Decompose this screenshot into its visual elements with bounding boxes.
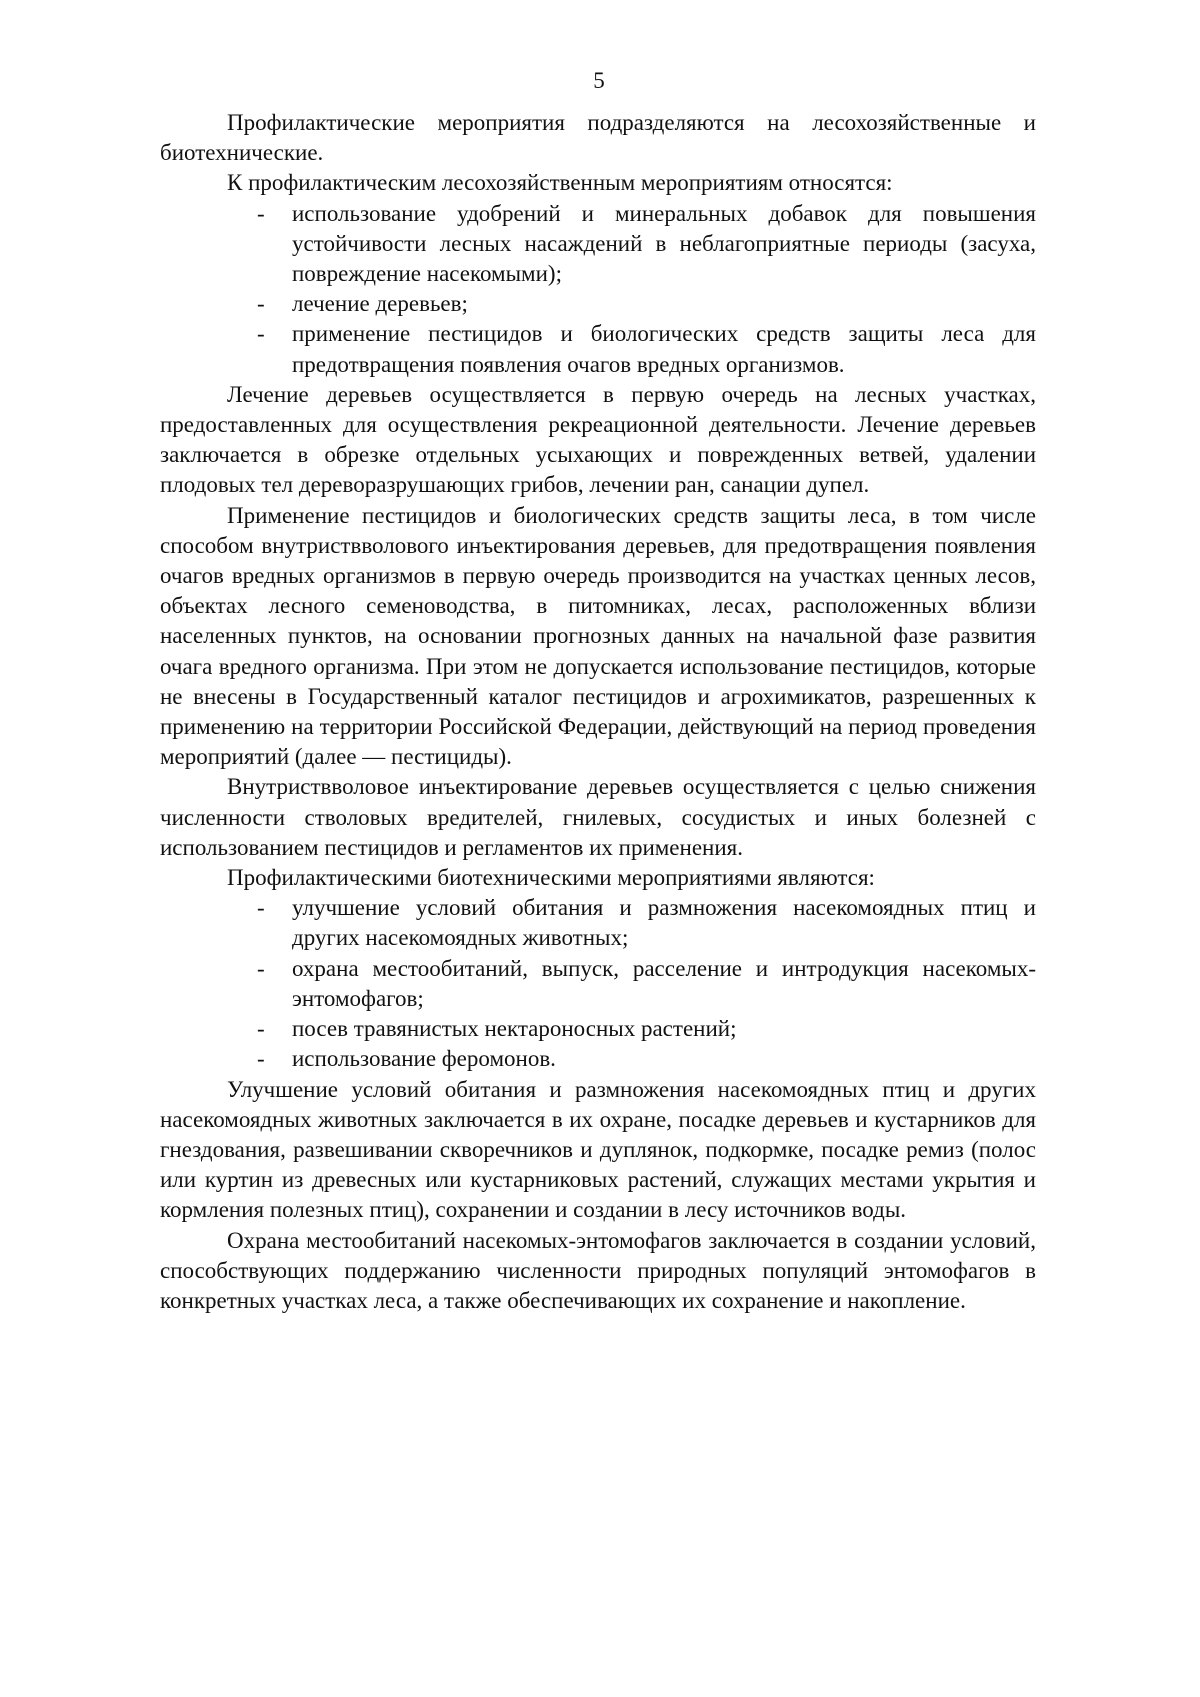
list-item-text: улучшение условий обитания и размножения насекомоядных птиц и других насекомоядных животных; [292, 895, 1036, 951]
page-number: 5 [593, 68, 605, 93]
list-item-text: использование феромонов. [292, 1046, 556, 1072]
list-item-text: лечение деревьев; [292, 291, 468, 317]
paragraph: Лечение деревьев осуществляется в первую очередь на лесных участках, предоставленных для осуществления рекреационной деятельности. Лечение деревьев заключается в обрезке отдельных усыхающих и поврежденных ветвей, удалении плодовых тел дереворазрушающих грибов, лечении ран, санации дупел. [160, 381, 1036, 498]
dash-bullet: - [257, 895, 265, 921]
paragraph: Улучшение условий обитания и размножения насекомоядных птиц и других насекомоядных животных заключается в их охране, посадке деревьев и кустарников для гнездования, развешивании скворечников и дуплянок, подкормке, посадке ремиз (полос или куртин из древесных или кустарниковых растений, служащих местами укрытия и кормления полезных птиц), сохранении и создании в лесу источников воды. [160, 1076, 1036, 1223]
list-item [160, 893, 1036, 953]
list-item-text: использование удобрений и минеральных добавок для повышения устойчивости лесных насаждений в неблагоприятные периоды (засуха, повреждение насекомыми); [292, 200, 1036, 287]
paragraph: Внутриствволовое инъектирование деревьев осуществляется с целью снижения численности стволовых вредителей, гнилевых, сосудистых и иных болезней с использованием пестицидов и регламентов их применения. [160, 774, 1036, 860]
paragraph: К профилактическим лесохозяйственным мероприятиям относятся: [227, 170, 893, 196]
paragraph: Профилактические мероприятия подразделяются на лесохозяйственные и биотехнические. [160, 110, 1036, 166]
bullet-list [160, 893, 1036, 1074]
list-item [160, 1014, 1036, 1044]
paragraph: Применение пестицидов и биологических средств защиты леса, в том числе способом внутриствволового инъектирования деревьев, для предотвращения появления очагов вредных организмов в первую очередь производится на участках ценных лесов, объектах лесного семеноводства, в питомниках, лесах, расположенных вблизи населенных пунктов, на основании прогнозных данных на начальной фазе развития очага вредного организма. При этом не допускается использование пестицидов, которые не внесены в Государственный каталог пестицидов и агрохимикатов, разрешенных к применению на территории Российской Федерации, действующий на период проведения мероприятий (далее — пестициды). [160, 502, 1036, 770]
dash-bullet: - [257, 1016, 265, 1042]
dash-bullet: - [257, 1046, 265, 1072]
list-item [160, 954, 1036, 1014]
list-item [160, 199, 1036, 290]
list-item-text: посев травянистых нектароносных растений; [292, 1016, 737, 1042]
paragraph: Охрана местообитаний насекомых-энтомофагов заключается в создании условий, способствующих поддержанию численности природных популяций энтомофагов в конкретных участках леса, а также обеспечивающих их сохранение и накопление. [160, 1227, 1036, 1313]
document-body [160, 108, 1036, 1316]
dash-bullet: - [257, 955, 265, 981]
list-item-text: применение пестицидов и биологических средств защиты леса для предотвращения появления очагов вредных организмов. [292, 321, 1036, 377]
list-item [160, 319, 1036, 379]
list-item [160, 1044, 1036, 1074]
dash-bullet: - [257, 291, 265, 317]
bullet-list [160, 199, 1036, 380]
dash-bullet: - [257, 321, 265, 347]
paragraph: Профилактическими биотехническими мероприятиями являются: [227, 865, 875, 891]
list-item-text: охрана местообитаний, выпуск, расселение и интродукция насекомых-энтомофагов; [292, 955, 1036, 1011]
list-item [160, 289, 1036, 319]
dash-bullet: - [257, 200, 265, 226]
